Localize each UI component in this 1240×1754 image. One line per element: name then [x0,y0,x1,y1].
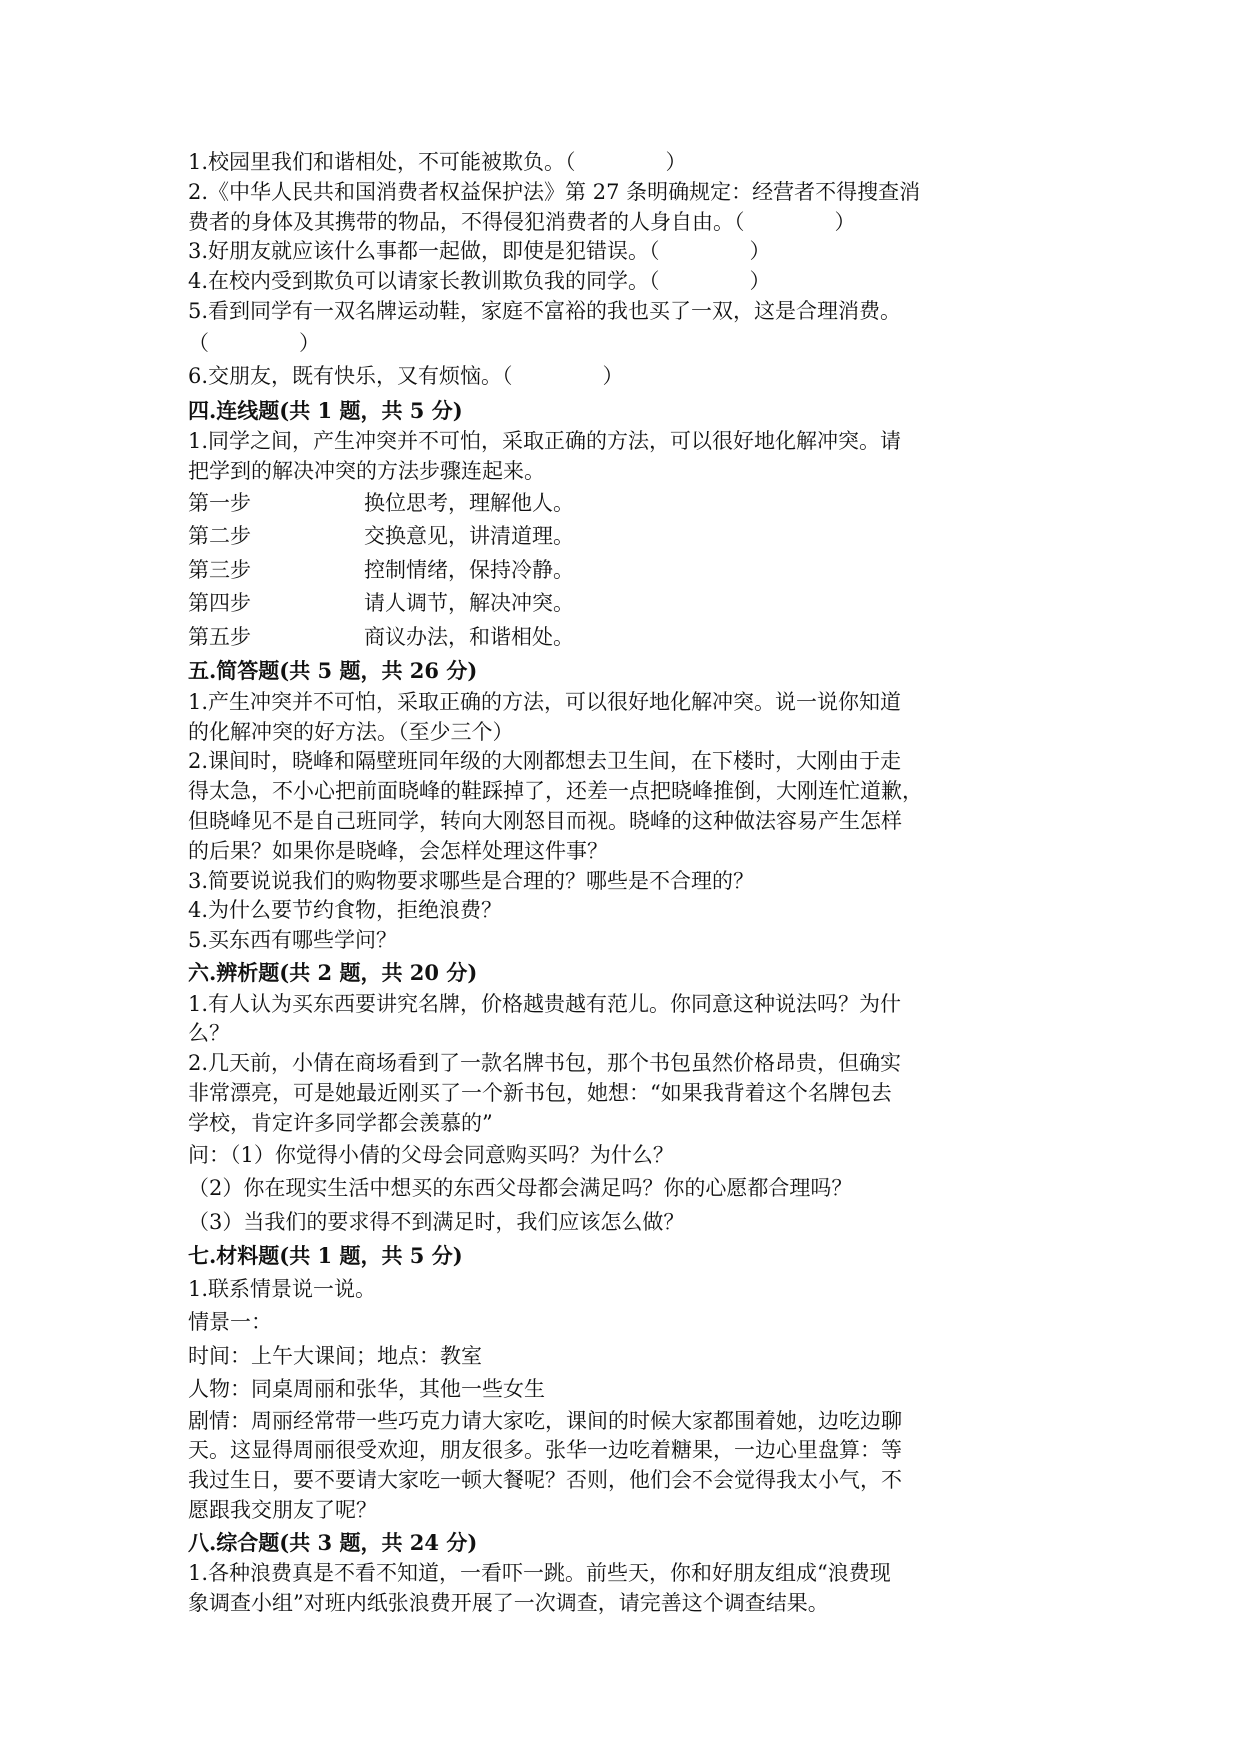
sub-question: （3）当我们的要求得不到满足时，我们应该怎么做？ [188,1209,685,1234]
text-line: 象调查小组”对班内纸张浪费开展了一次调查，请完善这个调查结果。 [188,1591,829,1616]
text-line: 2.课间时，晓峰和隔壁班同年级的大刚都想去卫生间，在下楼时，大刚由于走 [188,749,902,774]
section-heading-comprehensive: 八.综合题(共 3 题，共 24 分) [188,1529,478,1555]
material-question [188,1273,1068,1526]
text-line: 的化解冲突的好方法。（至少三个） [188,719,514,744]
question-4-1-line1: 1.同学之间，产生冲突并不可怕，采取正确的方法，可以很好地化解冲突。请 [188,429,902,454]
text-line: 但晓峰见不是自己班同学，转向大刚怒目而视。晓峰的这种做法容易产生怎样 [188,809,902,834]
text-line: 3.简要说说我们的购物要求哪些是合理的？哪些是不合理的？ [188,868,755,893]
question-3-5-line2: （ ） [188,330,320,355]
section-heading-short-answer: 五.简答题(共 5 题，共 26 分) [188,658,478,684]
text-line: 剧情：周丽经常带一些巧克力请大家吃，课间的时候大家都围着她，边吃边聊 [188,1408,902,1433]
text-line: 天。这显得周丽很受欢迎，朋友很多。张华一边吃着糖果，一边心里盘算：等 [188,1438,902,1463]
sub-question: 问：（1）你觉得小倩的父母会同意购买吗？为什么？ [188,1142,674,1167]
text-line: 我过生日，要不要请大家吃一顿大餐呢？否则，他们会不会觉得我太小气，不 [188,1468,902,1493]
step-row [188,487,1068,521]
text-line: 5.买东西有哪些学问？ [188,928,398,953]
question-4-1-line2: 把学到的解决冲突的方法步骤连起来。 [188,459,545,484]
step-text: 请人调节，解决冲突。 [364,591,574,616]
text-line: 愿跟我交朋友了呢？ [188,1497,377,1522]
judgment-questions [188,148,1068,394]
text-line: 得太急，不小心把前面晓峰的鞋踩掉了，还差一点把晓峰推倒，大刚连忙道歉， [188,779,923,804]
question-3-3: 3.好朋友就应该什么事都一起做，即使是犯错误。（ ） [188,239,771,264]
question-3-1: 1.校园里我们和谐相处，不可能被欺负。（ ） [188,150,687,174]
step-label: 第五步 [188,624,251,649]
step-row [188,587,1068,621]
question-3-4: 4.在校内受到欺负可以请家长教训欺负我的同学。（ ） [188,269,771,294]
text-line: 情景一： [188,1310,272,1335]
step-text: 换位思考，理解他人。 [364,490,574,515]
short-answer-questions [188,688,1068,956]
step-row [188,621,1068,655]
exam-page [188,148,1068,1619]
text-line: 的后果？如果你是晓峰，会怎样处理这件事？ [188,838,608,863]
question-3-2-line2: 费者的身体及其携带的物品，不得侵犯消费者的人身自由。（ ） [188,209,856,234]
question-3-5-line1: 5.看到同学有一双名牌运动鞋，家庭不富裕的我也买了一双，这是合理消费。 [188,298,902,323]
matching-steps [188,487,1068,655]
analysis-questions [188,990,1068,1239]
text-line: 1.有人认为买东西要讲究名牌，价格越贵越有范儿。你同意这种说法吗？为什 [188,991,902,1016]
text-line: 1.各种浪费真是不看不知道，一看吓一跳。前些天，你和好朋友组成“浪费现 [188,1561,891,1586]
question-3-2-line1: 2.《中华人民共和国消费者权益保护法》第 27 条明确规定：经营者不得搜查消 [188,179,921,204]
text-line: 非常漂亮，可是她最近刚买了一个新书包，她想：“如果我背着这个名牌包去 [188,1080,892,1105]
text-line: 学校，肯定许多同学都会羡慕的” [188,1110,493,1135]
step-label: 第四步 [188,591,251,616]
step-label: 第二步 [188,524,251,549]
section-heading-material: 七.材料题(共 1 题，共 5 分) [188,1243,463,1269]
step-text: 交换意见，讲清道理。 [364,524,574,549]
text-line: 4.为什么要节约食物，拒绝浪费？ [188,898,503,923]
step-label: 第三步 [188,557,251,582]
text-line: 时间：上午大课间；地点：教室 [188,1343,482,1368]
text-line: 1.联系情景说一说。 [188,1276,377,1301]
sub-question: （2）你在现实生活中想买的东西父母都会满足吗？你的心愿都合理吗？ [188,1176,853,1201]
text-line: 么？ [188,1021,230,1046]
text-line: 1.产生冲突并不可怕，采取正确的方法，可以很好地化解冲突。说一说你知道 [188,689,902,714]
section-heading-matching: 四.连线题(共 1 题，共 5 分) [188,397,463,423]
step-label: 第一步 [188,490,251,515]
step-row [188,520,1068,554]
text-line: 2.几天前，小倩在商场看到了一款名牌书包，那个书包虽然价格昂贵，但确实 [188,1051,902,1076]
comprehensive-question [188,1559,1068,1619]
step-row [188,554,1068,588]
step-text: 控制情绪，保持冷静。 [364,557,574,582]
section-heading-analysis: 六.辨析题(共 2 题，共 20 分) [188,960,478,986]
step-text: 商议办法，和谐相处。 [364,624,574,649]
question-3-6: 6.交朋友，既有快乐，又有烦恼。（ ） [188,364,624,389]
text-line: 人物：同桌周丽和张华，其他一些女生 [188,1377,545,1402]
